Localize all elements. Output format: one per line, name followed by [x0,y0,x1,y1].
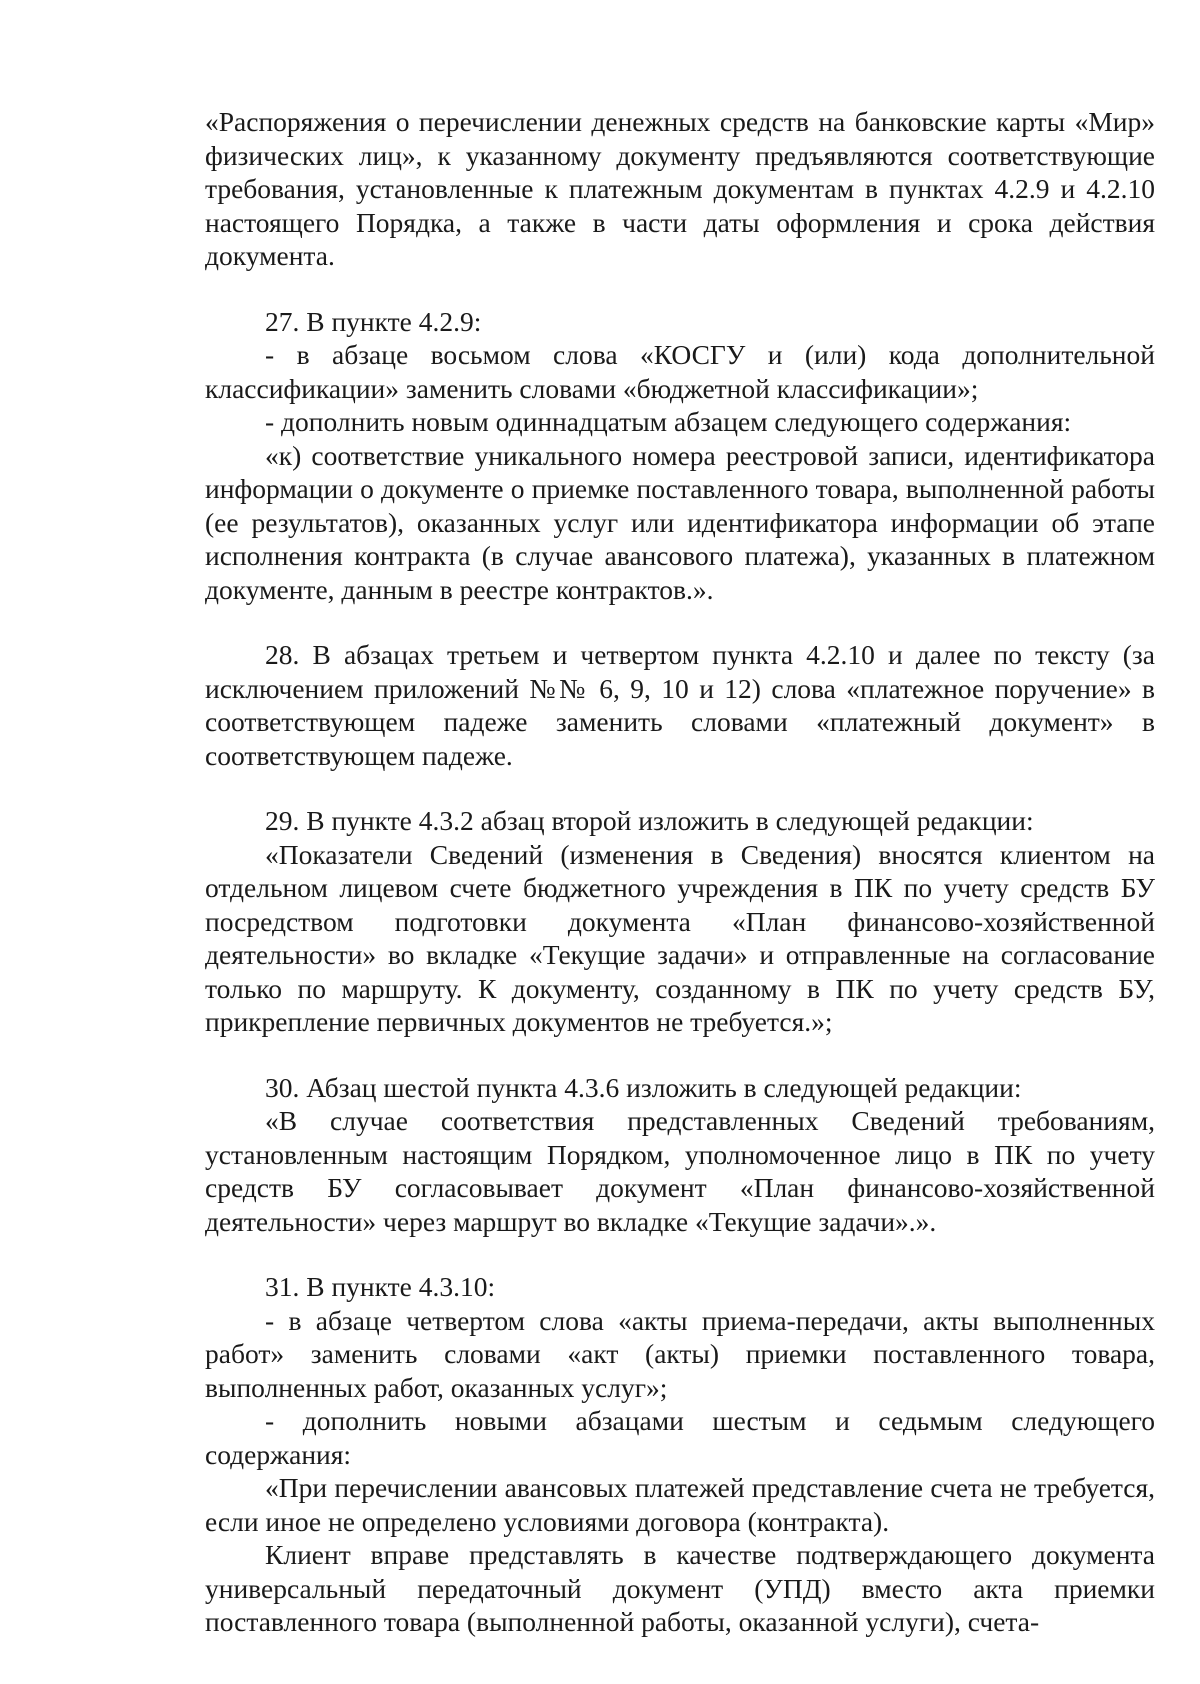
item-31-paragraph: - в абзаце четвертом слова «акты приема-передачи, акты выполненных работ» заменить словами «акт (акты) приемки поставленного товара, выполненных работ, оказанных услуг»; [205,1304,1155,1403]
item-27-paragraph: «к) соответствие уникального номера реестровой записи, идентификатора информации о документе о приемке поставленного товара, выполненной работы (ее результатов), оказанных услуг или идентификатора информации об этапе исполнения контракта (в случае авансового платежа), указанных в платежном документе, данным в реестре контрактов.». [205,439,1155,605]
item-30-paragraph: «В случае соответствия представленных Сведений требованиям, установленным настоящим Порядком, уполномоченное лицо в ПК по учету средств БУ согласовывает документ «План финансово-хозяйственной деятельности» через маршрут во вкладке «Текущие задачи».». [205,1105,1155,1237]
item-30-heading: 30. Абзац шестой пункта 4.3.6 изложить в следующей редакции: [265,1071,1022,1103]
intro-paragraph: «Распоряжения о перечислении денежных средств на банковские карты «Мир» физических лиц», к указанному документу предъявляются соответствующие требования, установленные к платежным документам в пунктах 4.2.9 и 4.2.10 настоящего Порядка, а также в части даты оформления и срока действия документа. [205,106,1155,271]
item-29-heading: 29. В пункте 4.3.2 абзац второй изложить в следующей редакции: [265,805,1034,836]
section-gap [205,1039,1155,1071]
item-31-paragraph: Клиент вправе представлять в качестве подтверждающего документа универсальный передаточный документ (УПД) вместо акта приемки поставленного товара (выполненной работы, оказанной услуги), счета- [205,1539,1155,1637]
item-31-paragraph: - дополнить новыми абзацами шестым и седьмым следующего содержания: [205,1405,1155,1470]
section-gap [205,273,1155,305]
item-27-paragraph: - в абзаце восьмом слова «КОСГУ и (или) кода дополнительной классификации» заменить словами «бюджетной классификации»; [205,339,1155,404]
item-27-heading: 27. В пункте 4.2.9: [265,305,482,337]
section-gap [205,1238,1155,1270]
section-gap [205,606,1155,638]
item-29-paragraph: «Показатели Сведений (изменения в Сведения) вносятся клиентом на отдельном лицевом счете бюджетного учреждения в ПК по учету средств БУ посредством подготовки документа «План финансово-хозяйственной деятельности» во вкладке «Текущие задачи» и отправленные на согласование только по маршруту. К документу, созданному в ПК по учету средств БУ, прикрепление первичных документов не требуется.»; [205,838,1155,1037]
item-31-paragraph: «При перечислении авансовых платежей представление счета не требуется, если иное не определено условиями договора (контракта). [205,1472,1155,1537]
item-27-paragraph: - дополнить новым одиннадцатым абзацем следующего содержания: [265,406,1072,437]
section-gap [205,772,1155,804]
item-28-paragraph: 28. В абзацах третьем и четвертом пункта 4.2.10 и далее по тексту (за исключением приложений №№ 6, 9, 10 и 12) слова «платежное поручение» в соответствующем падеже заменить словами «платежный документ» в соответствующем падеже. [205,639,1155,771]
document-page [205,105,1155,1639]
item-31-heading: 31. В пункте 4.3.10: [265,1271,496,1302]
